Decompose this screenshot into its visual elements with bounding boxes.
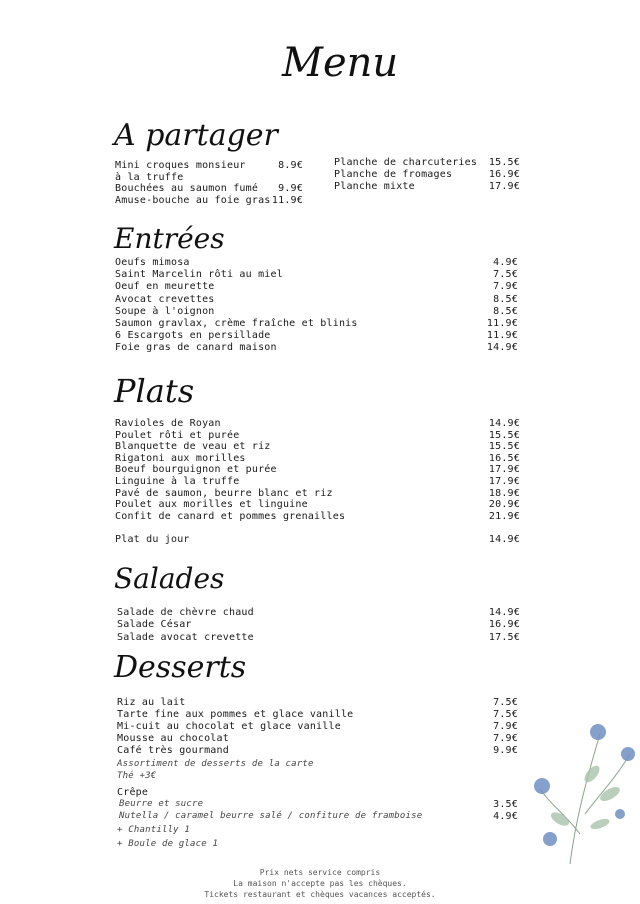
menu-price: 14.9€: [488, 534, 520, 545]
menu-price: 8.5€: [493, 305, 518, 317]
menu-price: 14.9€: [486, 342, 518, 354]
menu-price: 11.9€: [271, 195, 303, 206]
menu-price: 17.9€: [488, 476, 520, 487]
menu-price: 9.9€: [493, 745, 518, 756]
menu-price: 8.9€: [278, 160, 303, 171]
crepe-extra: + Chantilly 1: [117, 825, 191, 835]
menu-item: Avocat crevettes: [115, 293, 215, 305]
menu-item: Ravioles de Royan: [115, 418, 221, 429]
menu-price: 4.9€: [493, 811, 518, 822]
menu-item: Linguine à la truffe: [115, 476, 240, 487]
menu-price: 17.9€: [488, 464, 520, 476]
menu-price: 15.5€: [488, 157, 520, 168]
section-heading-salades: Salades: [114, 562, 225, 595]
menu-price: 20.9€: [488, 499, 520, 511]
menu-item: Boeuf bourguignon et purée: [115, 464, 277, 476]
menu-item: Mini croques monsieur: [115, 160, 246, 171]
menu-item: à la truffe: [115, 172, 184, 183]
menu-price: 9.9€: [278, 183, 303, 194]
menu-item-plat-du-jour: Plat du jour: [115, 534, 190, 545]
menu-price: 7.5€: [493, 269, 518, 281]
menu-item: Saumon gravlax, crème fraîche et blinis: [115, 318, 358, 329]
menu-price: 17.5€: [488, 631, 520, 643]
menu-item: Soupe à l'oignon: [115, 305, 215, 317]
menu-price: 7.9€: [493, 733, 518, 744]
menu-price: 16.9€: [488, 169, 520, 180]
menu-price: 21.9€: [488, 510, 520, 522]
page-title: Menu: [282, 40, 399, 86]
menu-price: 7.5€: [493, 709, 518, 720]
menu-item: Salade avocat crevette: [117, 631, 254, 643]
menu-price: 18.9€: [488, 487, 520, 499]
menu-item: Planche de charcuteries: [334, 157, 478, 168]
section-heading-plats: Plats: [114, 372, 195, 410]
menu-price: 3.5€: [493, 799, 518, 810]
menu-price: 11.9€: [486, 330, 518, 342]
crepe-item: Nutella / caramel beurre salé / confiture de framboise: [119, 811, 423, 821]
menu-item: Bouchées au saumon fumé: [115, 183, 259, 194]
dessert-assortiment-note: Assortiment de desserts de la carte: [117, 759, 314, 769]
footer-line: La maison n'accepte pas les chèques.: [233, 879, 407, 888]
menu-item: Mousse au chocolat: [117, 733, 229, 744]
menu-price: 16.5€: [488, 452, 520, 464]
menu-price: 15.5€: [488, 441, 520, 453]
menu-item: Salade de chèvre chaud: [117, 607, 254, 618]
menu-item: 6 Escargots en persillade: [115, 330, 271, 342]
menu-price: 14.9€: [488, 418, 520, 429]
menu-item: Oeufs mimosa: [115, 257, 190, 268]
menu-item: Rigatoni aux morilles: [115, 452, 246, 464]
menu-item: Oeuf en meurette: [115, 281, 215, 293]
menu-item: Café très gourmand: [117, 745, 229, 756]
menu-item: Amuse-bouche au foie gras: [115, 195, 271, 206]
menu-item: Salade César: [117, 619, 192, 631]
menu-item: Blanquette de veau et riz: [115, 441, 271, 453]
menu-price: 7.9€: [493, 721, 518, 732]
dessert-the-note: Thé +3€: [117, 771, 157, 781]
menu-price: 14.9€: [488, 607, 520, 618]
menu-item: Poulet rôti et purée: [115, 429, 240, 441]
section-heading-entrees: Entrées: [114, 222, 225, 255]
crepe-extra: + Boule de glace 1: [117, 839, 219, 849]
floral-decoration-icon: [530, 694, 640, 864]
menu-item: Planche mixte: [334, 181, 415, 192]
section-heading-partager: A partager: [114, 118, 278, 153]
menu-item: Poulet aux morilles et linguine: [115, 499, 308, 511]
menu-item: Riz au lait: [117, 697, 186, 708]
menu-price: 7.9€: [493, 281, 518, 293]
footer-notes: [0, 867, 640, 900]
crepe-item: Beurre et sucre: [119, 799, 204, 809]
footer-line: Tickets restaurant et chèques vacances acceptés.: [204, 890, 436, 899]
menu-item: Planche de fromages: [334, 169, 453, 180]
menu-item: Pavé de saumon, beurre blanc et riz: [115, 487, 333, 499]
menu-price: 15.5€: [488, 429, 520, 441]
menu-price: 17.9€: [488, 181, 520, 192]
menu-item: Saint Marcelin rôti au miel: [115, 269, 283, 281]
menu-price: 7.5€: [493, 697, 518, 708]
menu-price: 4.9€: [493, 257, 518, 268]
footer-line: Prix nets service compris: [259, 868, 381, 877]
section-heading-desserts: Desserts: [114, 650, 247, 685]
menu-price: 8.5€: [493, 293, 518, 305]
menu-item: Mi-cuit au chocolat et glace vanille: [117, 721, 341, 732]
menu-price: 11.9€: [486, 318, 518, 329]
crepe-heading: Crêpe: [117, 787, 149, 798]
menu-item: Tarte fine aux pommes et glace vanille: [117, 709, 354, 720]
menu-price: 16.9€: [488, 619, 520, 631]
menu-item: Confit de canard et pommes grenailles: [115, 510, 346, 522]
menu-item: Foie gras de canard maison: [115, 342, 277, 354]
